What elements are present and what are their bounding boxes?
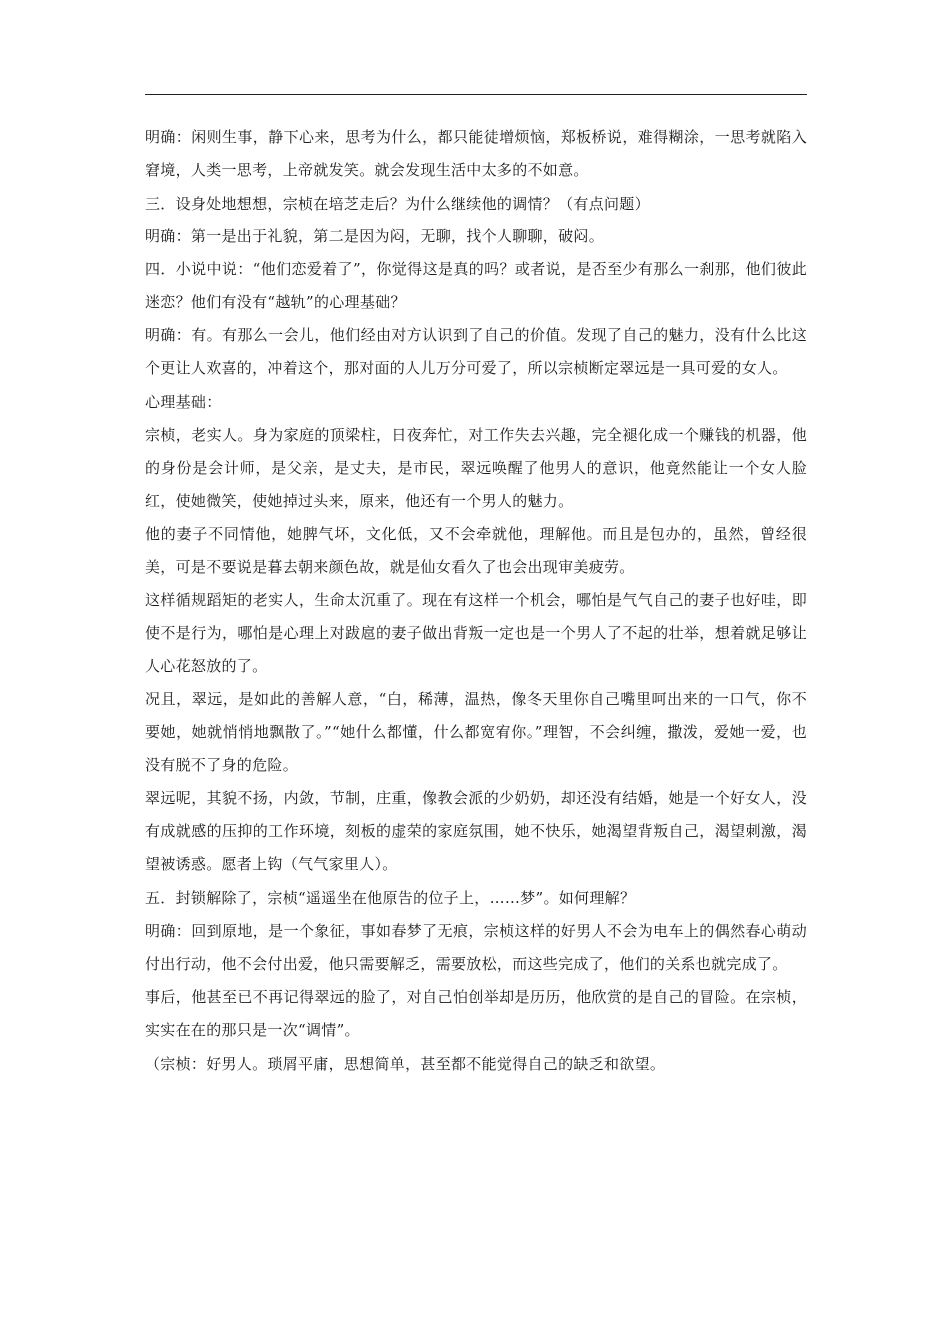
paragraph: 明确：闲则生事，静下心来，思考为什么，都只能徒增烦恼，郑板桥说，难得糊涂，一思考就陷入窘境，人类一思考，上帝就发笑。就会发现生活中太多的不如意。 [145,128,807,179]
paragraph: 宗桢，老实人。身为家庭的顶梁柱，日夜奔忙，对工作失去兴趣，完全褪化成一个赚钱的机器，他的身份是会计师，是父亲，是丈夫，是市民，翠远唤醒了他男人的意识，他竟然能让一个女人脸红，使她微笑，使她掉过头来，原来，他还有一个男人的魅力。 [145,426,807,510]
paragraph: 明确：第一是出于礼貌，第二是因为闷，无聊，找个人聊聊，破闷。 [145,227,605,245]
question-heading: 五．封锁解除了，宗桢“遥遥坐在他原告的位子上，……梦”。如何理解？ [145,889,636,907]
section-label: 心理基础： [145,393,222,411]
document-body [145,121,807,1081]
paragraph: 况且，翠远，是如此的善解人意，“白，稀薄，温热，像冬天里你自己嘴里呵出来的一口气，你不要她，她就悄悄地飘散了。”“她什么都懂，什么都宽宥你。”理智，不会纠缠，撒泼，爱她一爱，也没有脱不了身的危险。 [145,690,807,774]
paragraph: 翠远呢，其貌不扬，内敛，节制，庄重，像教会派的少奶奶，却还没有结婚，她是一个好女人，没有成就感的压抑的工作环境，刻板的虚荣的家庭氛围，她不快乐，她渴望背叛自己，渴望刺激，渴望被诱惑。愿者上钩（气气家里人）。 [145,789,807,873]
question-heading: 三．设身处地想想，宗桢在培芝走后？为什么继续他的调情？（有点问题） [145,195,650,213]
paragraph: 事后，他甚至已不再记得翠远的脸了，对自己怕创举却是历历，他欣赏的是自己的冒险。在宗桢，实实在在的那只是一次“调情”。 [145,988,807,1039]
paragraph: 他的妻子不同情他，她脾气坏，文化低，又不会牵就他，理解他。而且是包办的，虽然，曾经很美，可是不要说是暮去朝来颜色故，就是仙女看久了也会出现审美疲劳。 [145,525,807,576]
header-rule [145,94,807,95]
question-heading: 四．小说中说：“他们恋爱着了”，你觉得这是真的吗？或者说，是否至少有那么一刹那，他们彼此迷恋？他们有没有“越轨”的心理基础？ [145,260,807,311]
paragraph: 这样循规蹈矩的老实人，生命太沉重了。现在有这样一个机会，哪怕是气气自己的妻子也好哇，即使不是行为，哪怕是心理上对跋扈的妻子做出背叛一定也是一个男人了不起的壮举，想着就足够让人心花怒放的了。 [145,591,807,675]
paragraph: 明确：回到原地，是一个象征，事如春梦了无痕，宗桢这样的好男人不会为电车上的偶然春心萌动付出行动，他不会付出爱，他只需要解乏，需要放松，而这些完成了，他们的关系也就完成了。 [145,922,807,973]
paragraph: 明确：有。有那么一会儿，他们经由对方认识到了自己的价值。发现了自己的魅力，没有什么比这个更让人欢喜的，冲着这个，那对面的人儿万分可爱了，所以宗桢断定翠远是一具可爱的女人。 [145,326,807,377]
paragraph: （宗桢：好男人。琐屑平庸，思想简单，甚至都不能觉得自己的缺乏和欲望。 [145,1055,666,1073]
